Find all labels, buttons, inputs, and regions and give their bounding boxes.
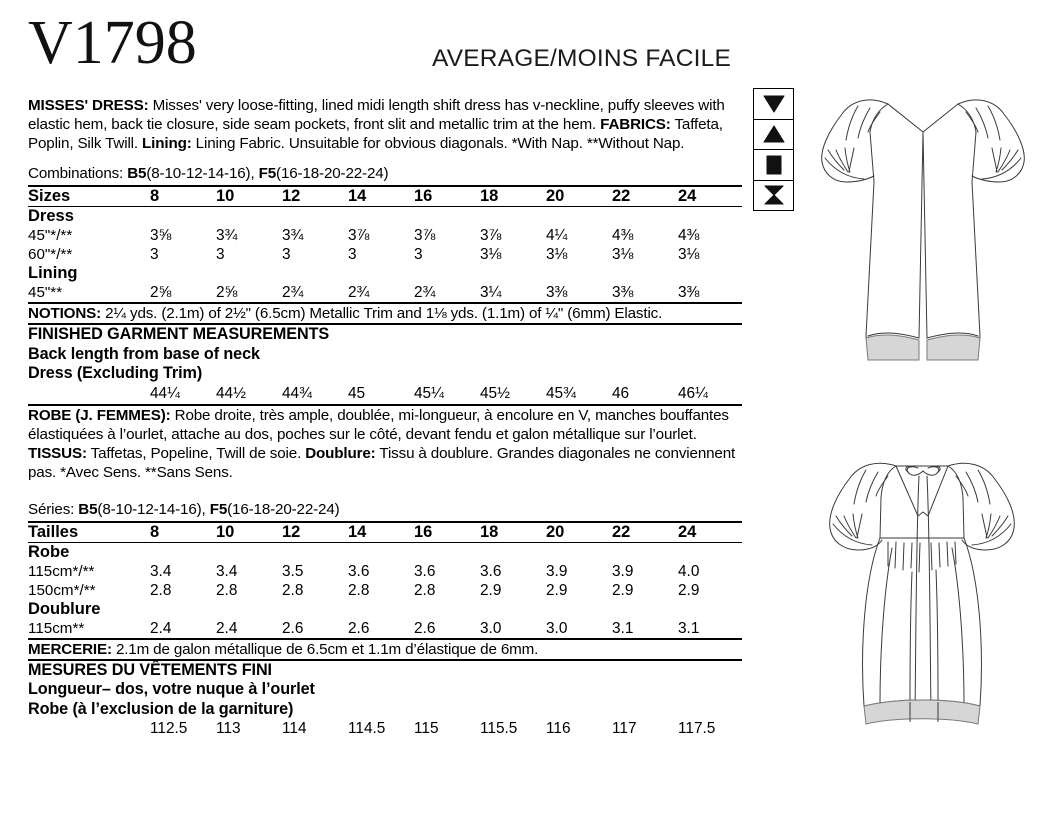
size-col: 20 [546, 522, 565, 541]
french-notions: MERCERIE: 2.1m de galon métallique de 6.5cm et 1.1m d’élastique de 6mm. [28, 640, 539, 658]
cell: 3 [414, 246, 423, 264]
cell: 2¾ [414, 284, 436, 302]
cell: 3⅞ [348, 227, 370, 245]
cell: 3.5 [282, 562, 304, 580]
french-finished-sub2: Robe (à l’exclusion de la garniture) [28, 699, 294, 718]
cell: 3 [282, 246, 291, 264]
french-group-doublure: Doublure [28, 599, 101, 618]
cell: 46¼ [678, 384, 708, 402]
french-finished-sub1: Longueur– dos, votre nuque à l’ourlet [28, 680, 315, 699]
size-col: 8 [150, 187, 160, 206]
pattern-number: V1798 [28, 9, 197, 77]
cell: 3⅞ [414, 227, 436, 245]
size-col: 8 [150, 522, 160, 541]
hourglass-icon [764, 186, 783, 205]
cell: 3¼ [480, 284, 502, 302]
cell: 2¾ [282, 284, 304, 302]
rectangle-solid-icon [766, 155, 781, 174]
english-group-lining: Lining [28, 264, 78, 283]
cell: 3.4 [150, 562, 172, 580]
french-finished-title: MESURES DU VÊTEMENTS FINI [28, 661, 272, 680]
cell: 112.5 [150, 720, 188, 738]
cell: 115 [414, 720, 439, 738]
cell: 115.5 [480, 720, 518, 738]
cell: 44¾ [282, 384, 312, 402]
triangle-up-icon [763, 126, 784, 143]
symbol-triangle-down [754, 89, 793, 120]
size-col: 22 [612, 187, 631, 206]
table-row [28, 600, 746, 619]
english-finished-values-table [28, 384, 746, 404]
cell: 3.9 [546, 562, 568, 580]
cell: 2.6 [414, 619, 436, 637]
french-finished-values-table [28, 719, 746, 739]
cell: 3¾ [216, 227, 238, 245]
english-description: MISSES' DRESS: Misses' very loose-fitting, lined midi length shift dress has v-neckline, puffy sleeves with elastic hem, back tie closure, side seam pockets, front slit and metallic trim at the hem. FABRICS: Taffeta, Poplin, Silk Twill. Lining: Lining Fabric. Unsuitable for obvious diagonals. *With Nap. **Without Nap. [28, 97, 725, 153]
size-col: 20 [546, 187, 565, 206]
cell: 2.8 [150, 581, 172, 599]
table-row [28, 283, 746, 302]
cell: 45½ [480, 384, 510, 402]
cell: 2.9 [678, 581, 700, 599]
english-combinations: Combinations: B5(8-10-12-14-16), F5(16-18-20-22-24) [28, 165, 389, 183]
cell: 3⅛ [480, 246, 502, 264]
table-row [28, 187, 746, 206]
french-combinations: Séries: B5(8-10-12-14-16), F5(16-18-20-22-24) [28, 500, 340, 518]
cell: 114.5 [348, 720, 386, 738]
symbol-triangle-up [754, 120, 793, 151]
table-row [28, 719, 746, 739]
cell: 3.1 [612, 619, 634, 637]
english-finished-sub2: Dress (Excluding Trim) [28, 364, 203, 383]
cell: 2¾ [348, 284, 370, 302]
cell: 3⅜ [678, 284, 700, 302]
size-col: 14 [348, 187, 367, 206]
content-column [28, 96, 742, 739]
cell: 3.6 [348, 562, 370, 580]
english-yardage-table [28, 187, 742, 302]
row-label: 150cm*/** [28, 581, 96, 599]
cell: 3.6 [414, 562, 436, 580]
table-row [28, 562, 746, 581]
cell: 114 [282, 720, 307, 738]
cell: 44¼ [150, 384, 180, 402]
cell: 45 [348, 384, 366, 402]
cell: 3.9 [612, 562, 634, 580]
cell: 2.8 [282, 581, 304, 599]
cell: 117 [612, 720, 637, 738]
french-description: ROBE (J. FEMMES): Robe droite, très ample, doublée, mi-longueur, à encolure en V, manches bouffantes élastiquées à l’ourlet, attache au dos, poches sur le côté, devant fendu et galon métallique sur l’ourlet. TISSUS: Taffetas, Popeline, Twill de soie. Doublure: Tissu à doublure. Grandes diagonales ne conviennent pas. *Avec Sens. **Sans Sens. [28, 406, 736, 481]
table-row [28, 523, 746, 542]
table-row [28, 207, 746, 226]
header [28, 9, 731, 80]
size-col: 16 [414, 522, 433, 541]
english-sizes-label: Sizes [28, 187, 71, 206]
cell: 45¼ [414, 384, 444, 402]
cell: 3⅛ [678, 246, 700, 264]
size-col: 22 [612, 522, 631, 541]
cell: 3¾ [282, 227, 304, 245]
cell: 46 [612, 384, 630, 402]
spacer-cell [28, 384, 150, 404]
english-notions: NOTIONS: 2¼ yds. (2.1m) of 2½" (6.5cm) Metallic Trim and 1⅛ yds. (1.1m) of ¼" (6mm) Elastic. [28, 305, 663, 323]
cell: 3 [150, 246, 159, 264]
cell: 2.8 [216, 581, 238, 599]
cell: 3⅜ [612, 284, 634, 302]
english-finished-title: FINISHED GARMENT MEASUREMENTS [28, 325, 330, 344]
cell: 3.0 [546, 619, 568, 637]
cell: 4.0 [678, 562, 700, 580]
cell: 2.6 [282, 619, 304, 637]
dress-back-illustration [800, 440, 1047, 735]
cell: 2.9 [612, 581, 634, 599]
cell: 3.1 [678, 619, 700, 637]
row-label: 60"*/** [28, 246, 73, 264]
cell: 117.5 [678, 720, 716, 738]
size-col: 10 [216, 187, 235, 206]
cell: 3⅛ [546, 246, 568, 264]
cell: 3⅝ [150, 227, 172, 245]
french-yardage-table [28, 523, 742, 638]
table-row [28, 264, 746, 283]
cell: 3 [216, 246, 225, 264]
cell: 2.6 [348, 619, 370, 637]
cell: 2.8 [414, 581, 436, 599]
english-finished-sub1: Back length from base of neck [28, 344, 260, 363]
french-group-robe: Robe [28, 542, 70, 561]
cell: 3.0 [480, 619, 502, 637]
symbol-rectangle [754, 150, 793, 181]
cell: 2.4 [150, 619, 172, 637]
cell: 4⅜ [612, 227, 634, 245]
table-row [28, 384, 746, 404]
row-label: 115cm*/** [28, 562, 95, 580]
cell: 45¾ [546, 384, 576, 402]
cell: 113 [216, 720, 241, 738]
cell: 4⅜ [678, 227, 700, 245]
french-sizes-label: Tailles [28, 522, 79, 541]
fabric-symbol-key [753, 88, 794, 211]
difficulty-label: AVERAGE/MOINS FACILE [432, 45, 731, 72]
row-label: 45"** [28, 284, 63, 302]
cell: 2.9 [480, 581, 502, 599]
cell: 3⅜ [546, 284, 568, 302]
cell: 3 [348, 246, 357, 264]
size-col: 14 [348, 522, 367, 541]
cell: 3.6 [480, 562, 502, 580]
english-group-dress: Dress [28, 207, 74, 226]
symbol-hourglass [754, 181, 793, 211]
size-col: 24 [678, 187, 697, 206]
size-col: 12 [282, 522, 301, 541]
cell: 3⅞ [480, 227, 502, 245]
cell: 44½ [216, 384, 246, 402]
size-col: 18 [480, 522, 499, 541]
size-col: 12 [282, 187, 301, 206]
row-label: 45"*/** [28, 227, 73, 245]
cell: 2⅝ [150, 284, 172, 302]
size-col: 10 [216, 522, 235, 541]
cell: 2⅝ [216, 284, 238, 302]
table-row [28, 245, 746, 264]
dress-front-illustration [800, 86, 1047, 371]
cell: 2.4 [216, 619, 238, 637]
size-col: 24 [678, 522, 697, 541]
table-row [28, 581, 746, 600]
cell: 2.8 [348, 581, 370, 599]
cell: 2.9 [546, 581, 568, 599]
size-col: 16 [414, 187, 433, 206]
table-row [28, 543, 746, 562]
triangle-down-icon [763, 95, 784, 112]
english-size-header-row [28, 187, 746, 206]
row-label: 115cm** [28, 619, 85, 637]
table-row [28, 226, 746, 245]
size-col: 18 [480, 187, 499, 206]
cell: 3.4 [216, 562, 238, 580]
cell: 4¼ [546, 227, 568, 245]
cell: 3⅛ [612, 246, 634, 264]
spacer-cell [28, 719, 150, 739]
cell: 116 [546, 720, 571, 738]
table-row [28, 619, 746, 638]
